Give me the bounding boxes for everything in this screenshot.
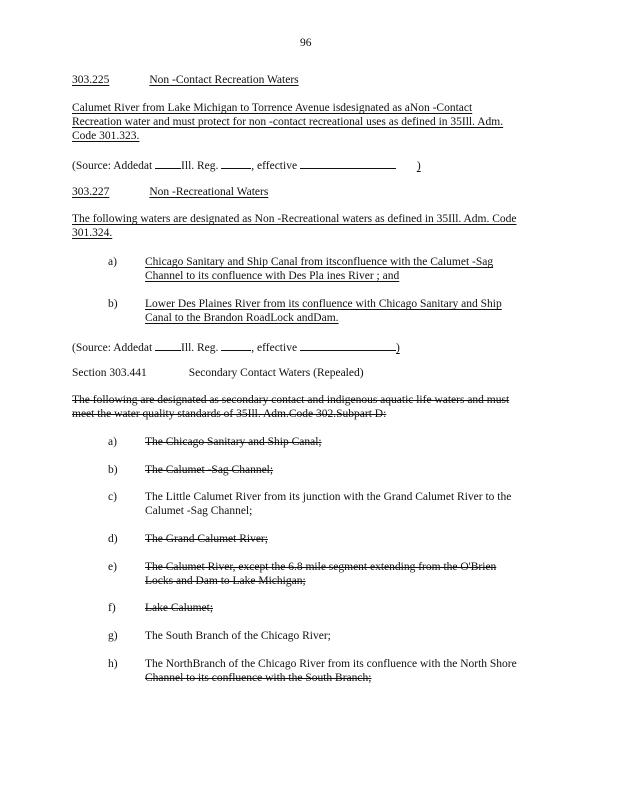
section-body-line: The following are designated as secondary contact and indigenous aquatic life waters and must (72, 394, 510, 406)
section-title: Non -Contact Recreation Waters (149, 74, 299, 86)
list-item-line: The Chicago Sanitary and Ship Canal; (145, 436, 322, 448)
list-item-label: d) (108, 533, 118, 545)
section-303-227-heading (72, 186, 268, 199)
list-item-label: c) (108, 491, 117, 503)
source-note: (Source: Addedat Ill. Reg. , effective ) (72, 342, 400, 354)
list-item-label: b) (108, 464, 118, 476)
list-item-label: a) (108, 256, 117, 268)
section-title: Secondary Contact Waters (Repealed) (188, 367, 364, 379)
list-item-line: Lake Calumet; (145, 602, 214, 614)
page-number: 96 (300, 37, 312, 49)
list-item-line: Channel to its confluence with Des Pla ines River ; and (145, 270, 400, 282)
blank-field (300, 340, 396, 351)
list-item-line: Chicago Sanitary and Ship Canal from itsconfluence with the Calumet -Sag (145, 256, 494, 268)
section-303-225-heading (72, 74, 299, 87)
list-item-label: h) (108, 658, 118, 670)
list-item-line: The Little Calumet River from its junction with the Grand Calumet River to the (145, 491, 512, 503)
blank-field (221, 158, 251, 169)
section-body-line: 301.324. (72, 227, 113, 239)
list-item-line: The South Branch of the Chicago River; (145, 630, 331, 642)
list-item-label: f) (108, 602, 116, 614)
list-item-line: Canal to the Brandon RoadLock andDam. (145, 312, 339, 324)
list-item-line: Channel to its confluence with the South Branch; (145, 672, 372, 684)
section-body-line: meet the water quality standards of 35Ill. Adm.Code 302.Subpart D: (72, 408, 387, 420)
section-body-line: The following waters are designated as Non -Recreational waters as defined in 35Ill. Adm. Code (72, 213, 517, 225)
list-item-line: Lower Des Plaines River from its confluence with Chicago Sanitary and Ship (145, 298, 502, 310)
blank-field (155, 158, 181, 169)
section-number: 303.227 (72, 186, 110, 198)
section-body-line: Recreation water and must protect for non -contact recreational uses as defined in 35Ill. Adm. (72, 116, 504, 128)
section-body-line: Code 301.323. (72, 130, 140, 142)
list-item-line: The Calumet -Sag Channel; (145, 464, 274, 476)
section-303-441-heading (72, 367, 364, 380)
list-item-label: e) (108, 561, 117, 573)
source-note: (Source: Addedat Ill. Reg. , effective ) (72, 160, 421, 172)
list-item-label: g) (108, 630, 118, 642)
list-item-line: The Calumet River, except the 6.8 mile segment extending from the O'Brien (145, 561, 497, 573)
list-item-line: Calumet -Sag Channel; (145, 505, 253, 517)
section-body-line: Calumet River from Lake Michigan to Torrence Avenue isdesignated as aNon -Contact (72, 102, 473, 114)
blank-field (221, 340, 251, 351)
list-item-label: a) (108, 436, 117, 448)
section-title: Non -Recreational Waters (149, 186, 269, 198)
section-number: Section 303.441 (72, 367, 147, 379)
blank-field (155, 340, 181, 351)
list-item-line: The Grand Calumet River; (145, 533, 268, 545)
list-item-label: b) (108, 298, 118, 310)
list-item-line: Locks and Dam to Lake Michigan; (145, 575, 306, 587)
list-item-line: The NorthBranch of the Chicago River from its confluence with the North Shore (145, 658, 517, 670)
section-number: 303.225 (72, 74, 110, 86)
blank-field (300, 158, 396, 169)
